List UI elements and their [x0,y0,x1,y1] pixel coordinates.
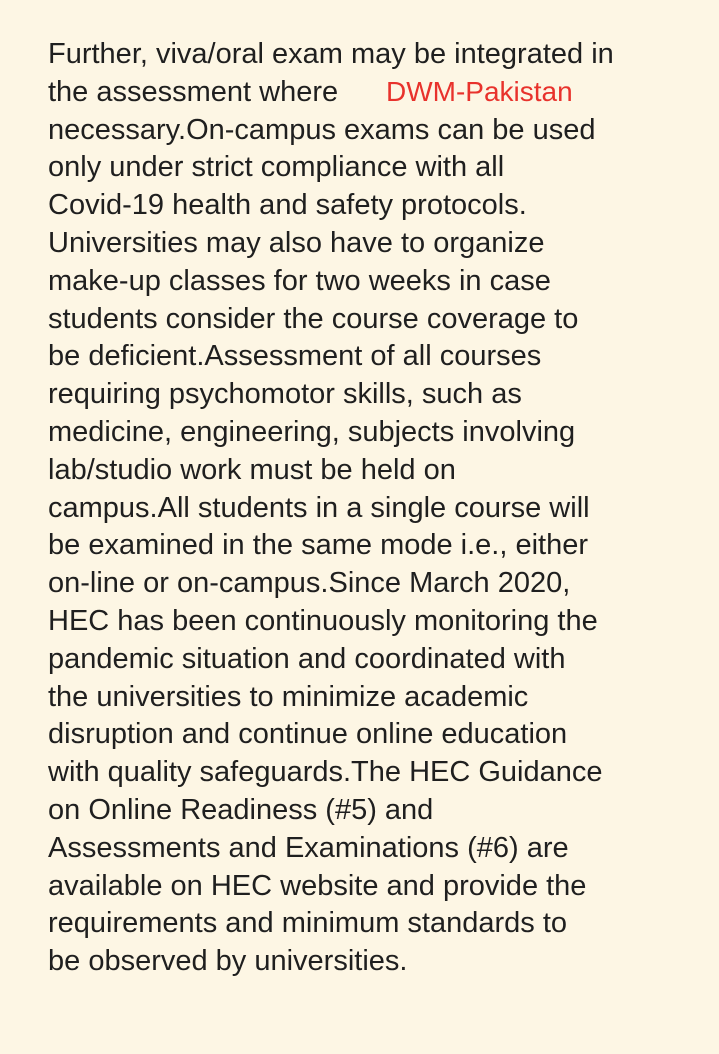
text-line: medicine, engineering, subjects involving [48,415,576,448]
watermark-label: DWM-Pakistan [386,76,573,107]
text-line: Assessments and Examinations (#6) are [48,831,569,864]
text-line: Covid-19 health and safety protocols. [48,189,527,222]
text-line: HEC has been continuously monitoring the [48,604,598,637]
text-line: only under strict compliance with all [48,151,505,184]
text-line: on Online Readiness (#5) and [48,793,434,826]
article-body [48,36,614,981]
text-line: pandemic situation and coordinated with [48,642,566,675]
text-line: be deficient.Assessment of all courses [48,340,542,373]
text-line: lab/studio work must be held on [48,453,456,486]
text-line: the assessment where [48,75,339,108]
text-line: disruption and continue online education [48,718,568,751]
text-line: necessary.On-campus exams can be used [48,113,596,146]
text-line: be observed by universities. [48,945,408,978]
text-line: Further, viva/oral exam may be integrated in [48,38,614,70]
text-line: campus.All students in a single course will [48,491,590,524]
text-line: requirements and minimum standards to [48,907,568,940]
text-line: requiring psychomotor skills, such as [48,378,522,411]
text-line: be examined in the same mode i.e., either [48,529,589,562]
text-line: available on HEC website and provide the [48,869,587,902]
text-line: on-line or on-campus.Since March 2020, [48,567,571,600]
text-line: make-up classes for two weeks in case [48,264,551,297]
text-line: the universities to minimize academic [48,680,529,713]
text-line: Universities may also have to organize [48,226,545,259]
text-line: with quality safeguards.The HEC Guidance [48,756,603,789]
text-line: students consider the course coverage to [48,302,579,335]
